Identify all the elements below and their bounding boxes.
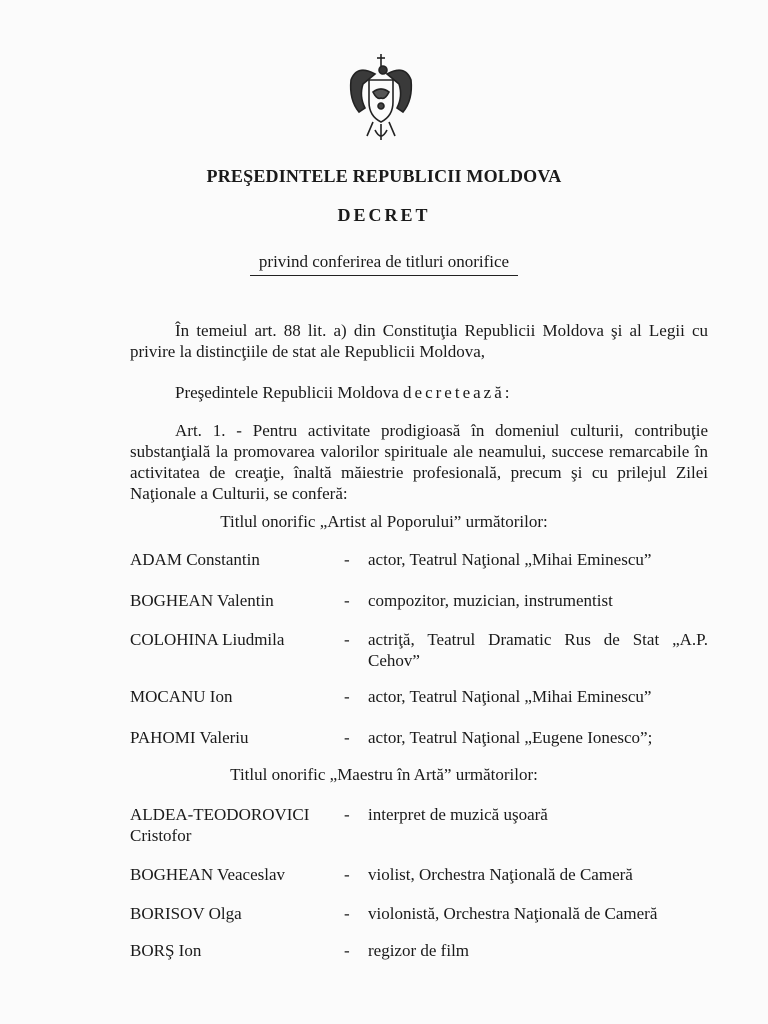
recipient-description: violist, Orchestra Naţională de Cameră xyxy=(368,865,633,884)
separator-dash: - xyxy=(344,941,350,960)
recipient-description: interpret de muzică uşoară xyxy=(368,805,548,824)
document-type: DECRET xyxy=(337,205,431,225)
recipient-name: BOGHEAN Valentin xyxy=(130,591,274,610)
separator-dash: - xyxy=(344,687,350,706)
recipient-description: compozitor, muzician, instrumentist xyxy=(368,591,613,610)
section-heading-artist-al-poporului: Titlul onorific „Artist al Poporului” următorilor: xyxy=(220,512,548,531)
decree-statement-prefix: Preşedintele Republicii Moldova xyxy=(175,383,399,402)
recipient-name: COLOHINA Liudmila xyxy=(130,630,285,649)
legal-basis-paragraph: În temeiul art. 88 lit. a) din Constituţia Republicii Moldova şi al Legii cu privire la distincţiile de stat ale Republicii Moldova, xyxy=(130,321,708,361)
coat-of-arms-icon xyxy=(345,50,417,145)
recipient-name: BORISOV Olga xyxy=(130,904,242,923)
separator-dash: - xyxy=(344,728,350,747)
separator-dash: - xyxy=(344,591,350,610)
document-subtitle: privind conferirea de titluri onorifice xyxy=(250,252,518,276)
decree-statement xyxy=(130,382,708,403)
recipient-description: actor, Teatrul Naţional „Mihai Eminescu” xyxy=(368,550,652,569)
recipient-name: BOGHEAN Veaceslav xyxy=(130,865,286,884)
issuer-title: PREŞEDINTELE REPUBLICII MOLDOVA xyxy=(206,166,562,186)
recipient-name: BORŞ Ion xyxy=(130,941,202,960)
separator-dash: - xyxy=(344,630,350,649)
recipient-description: actor, Teatrul Naţional „Mihai Eminescu” xyxy=(368,687,652,706)
recipient-name: MOCANU Ion xyxy=(130,687,233,706)
recipient-name: ALDEA-TEODOROVICI Cristofor xyxy=(130,805,310,845)
recipient-description: regizor de film xyxy=(368,941,470,960)
recipient-name: PAHOMI Valeriu xyxy=(130,728,249,747)
recipient-name: ADAM Constantin xyxy=(130,550,260,569)
recipient-description: actor, Teatrul Naţional „Eugene Ionesco”; xyxy=(368,728,653,747)
separator-dash: - xyxy=(344,550,350,569)
recipient-description: actriţă, Teatrul Dramatic Rus de Stat „A.P. Cehov” xyxy=(368,630,708,670)
decree-verb: decretează: xyxy=(403,383,513,402)
section-heading-maestru-in-arta: Titlul onorific „Maestru în Artă” următorilor: xyxy=(230,765,538,784)
article-1-paragraph: Art. 1. - Pentru activitate prodigioasă în domeniul culturii, contribuţie substanţială la promovarea valorilor spirituale ale neamului, succese remarcabile în activitatea de creaţie, înaltă măiestrie profesională, precum şi cu prilejul Zilei Naţionale a Culturii, se conferă: xyxy=(130,421,708,503)
separator-dash: - xyxy=(344,904,350,923)
recipient-description: violonistă, Orchestra Naţională de Cameră xyxy=(368,904,658,923)
separator-dash: - xyxy=(344,865,350,884)
separator-dash: - xyxy=(344,805,350,824)
